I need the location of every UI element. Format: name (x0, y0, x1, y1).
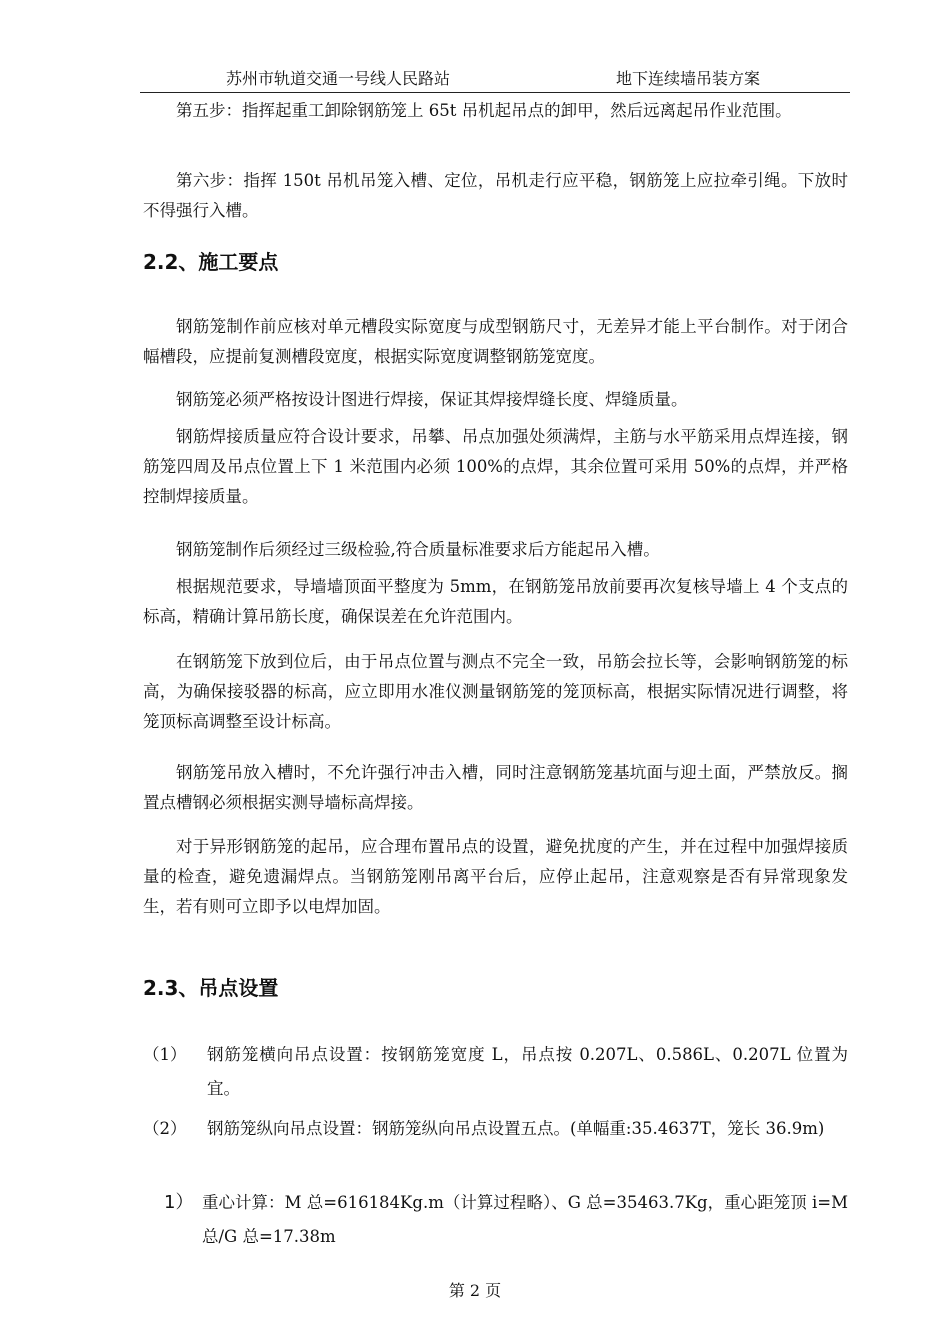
paragraph: 根据规范要求，导墙墙顶面平整度为 5mm，在钢筋笼吊放前要再次复核导墙上 4 个支点的标高，精确计算吊筋长度，确保误差在允许范围内。 (143, 577, 848, 626)
section-heading-2-2: 2.2、施工要点 (143, 250, 279, 274)
paragraph: 对于异形钢筋笼的起吊，应合理布置吊点的设置，避免扰度的产生，并在过程中加强焊接质量的检查，避免遗漏焊点。当钢筋笼刚吊离平台后，应停止起吊，注意观察是否有异常现象发生，若有则可立即予以电焊加固。 (143, 837, 848, 916)
paragraph: 钢筋笼制作后须经过三级检验,符合质量标准要求后方能起吊入槽。 (176, 540, 660, 559)
sub-list-item-text: 重心计算：M 总=616184Kg.m（计算过程略）、G 总=35463.7Kg，重心距笼顶 i=M 总/G 总=17.38m (202, 1193, 848, 1246)
paragraph: 钢筋焊接质量应符合设计要求，吊攀、吊点加强处须满焊，主筋与水平筋采用点焊连接，钢筋笼四周及吊点位置上下 1 米范围内必须 100%的点焊，其余位置可采用 50%的点焊，并严格控制焊接质量。 (143, 427, 848, 506)
list-item-text: 钢筋笼纵向吊点设置：钢筋笼纵向吊点设置五点。(单幅重:35.4637T，笼长 36.9m) (207, 1119, 825, 1138)
page-header (140, 66, 850, 93)
page-number: 第 2 页 (448, 1281, 502, 1300)
paragraph: 钢筋笼必须严格按设计图进行焊接，保证其焊接焊缝长度、焊缝质量。 (176, 390, 688, 409)
header-project-title: 苏州市轨道交通一号线人民路站 (226, 69, 451, 88)
list-item-text: 钢筋笼横向吊点设置：按钢筋笼宽度 L，吊点按 0.207L、0.586L、0.207L 位置为宜。 (207, 1045, 848, 1098)
paragraph: 钢筋笼吊放入槽时，不允许强行冲击入槽，同时注意钢筋笼基坑面与迎土面，严禁放反。搁置点槽钢必须根据实测导墙标高焊接。 (143, 763, 848, 812)
sub-list-item-number: 1） (164, 1192, 194, 1213)
paragraph: 钢筋笼制作前应核对单元槽段实际宽度与成型钢筋尺寸，无差异才能上平台制作。对于闭合幅槽段，应提前复测槽段宽度，根据实际宽度调整钢筋笼宽度。 (143, 317, 848, 366)
list-item-number: （1） (143, 1045, 187, 1064)
header-document-title: 地下连续墙吊装方案 (616, 69, 761, 88)
list-item-number: （2） (143, 1119, 187, 1138)
step-five-paragraph: 第五步：指挥起重工卸除钢筋笼上 65t 吊机起吊点的卸甲，然后远离起吊作业范围。 (176, 101, 792, 120)
paragraph: 在钢筋笼下放到位后，由于吊点位置与测点不完全一致，吊筋会拉长等，会影响钢筋笼的标高，为确保接驳器的标高，应立即用水准仪测量钢筋笼的笼顶标高，根据实际情况进行调整，将笼顶标高调整至设计标高。 (143, 652, 848, 731)
step-six-paragraph: 第六步：指挥 150t 吊机吊笼入槽、定位，吊机走行应平稳，钢筋笼上应拉牵引绳。下放时不得强行入槽。 (143, 171, 848, 220)
section-heading-2-3: 2.3、吊点设置 (143, 976, 279, 1000)
